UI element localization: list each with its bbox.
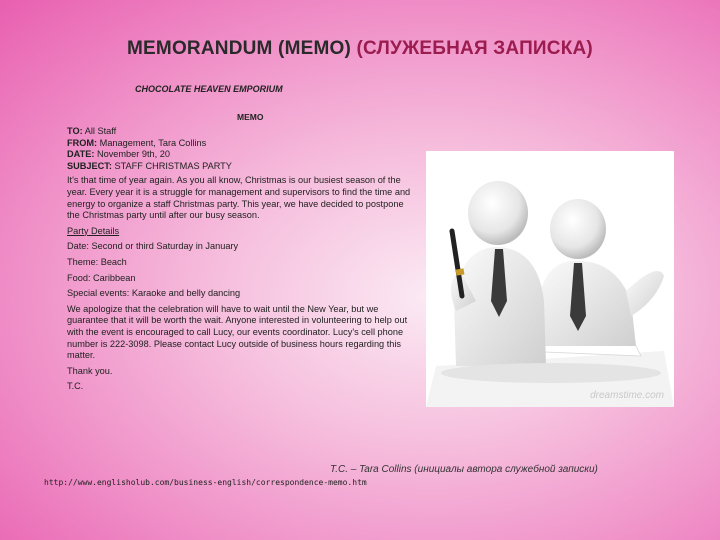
business-figures-image	[426, 151, 674, 407]
company-name: CHOCOLATE HEAVEN EMPORIUM	[135, 84, 283, 94]
thanks-line: Thank you.	[67, 365, 113, 376]
detail-theme: Theme: Beach	[67, 256, 127, 267]
from-value: Management, Tara Collins	[99, 137, 207, 148]
date-line	[67, 149, 414, 161]
date-label: DATE:	[67, 149, 95, 160]
to-value: All Staff	[84, 126, 117, 136]
detail-events: Special events: Karaoke and belly dancing	[67, 288, 241, 299]
detail-food: Food: Caribbean	[67, 272, 136, 283]
from-line	[67, 138, 414, 150]
initials-caption: T.C. – Tara Collins (инициалы автора служебной записки)	[330, 464, 598, 475]
memo-label: MEMO	[237, 112, 264, 122]
from-label: FROM:	[67, 137, 98, 148]
memo-body	[67, 126, 414, 397]
title-main: MEMORANDUM (MEMO)	[127, 38, 352, 59]
apology-paragraph: We apologize that the celebration will have to wait until the New Year, but we guarantee that it will be worth the wait. Anyone interested in volunteering to help out with the event is encouraged to call Lucy, our events coordinator. Lucy's cell phone number is 222-3098. Please contact Lucy outside of business hours regarding this matter.	[67, 303, 408, 361]
image-watermark: dreamstime.com	[590, 390, 664, 401]
figures-illustration	[426, 151, 674, 407]
to-line	[67, 126, 414, 138]
party-details-link[interactable]: Party Details	[67, 225, 120, 236]
intro-paragraph: It's that time of year again. As you all know, Christmas is our busiest season of the year. Every year it is a struggle for management and supervisors to find the time and energy to organize a staff Christmas party. This year, we have decided to postpone the Christmas party until after our busy season.	[67, 175, 411, 221]
subject-line	[67, 161, 414, 173]
slide-title	[0, 38, 720, 60]
subject-value: STAFF CHRISTMAS PARTY	[114, 160, 232, 171]
date-value: November 9th, 20	[96, 149, 170, 160]
source-url[interactable]: http://www.englisholub.com/business-english/correspondence-memo.htm	[44, 478, 367, 487]
detail-date: Date: Second or third Saturday in January	[67, 241, 239, 252]
signature-initials: T.C.	[67, 381, 84, 392]
subject-label: SUBJECT:	[67, 160, 112, 171]
to-label: TO:	[67, 126, 83, 136]
title-russian: (СЛУЖЕБНАЯ ЗАПИСКА)	[356, 38, 593, 59]
